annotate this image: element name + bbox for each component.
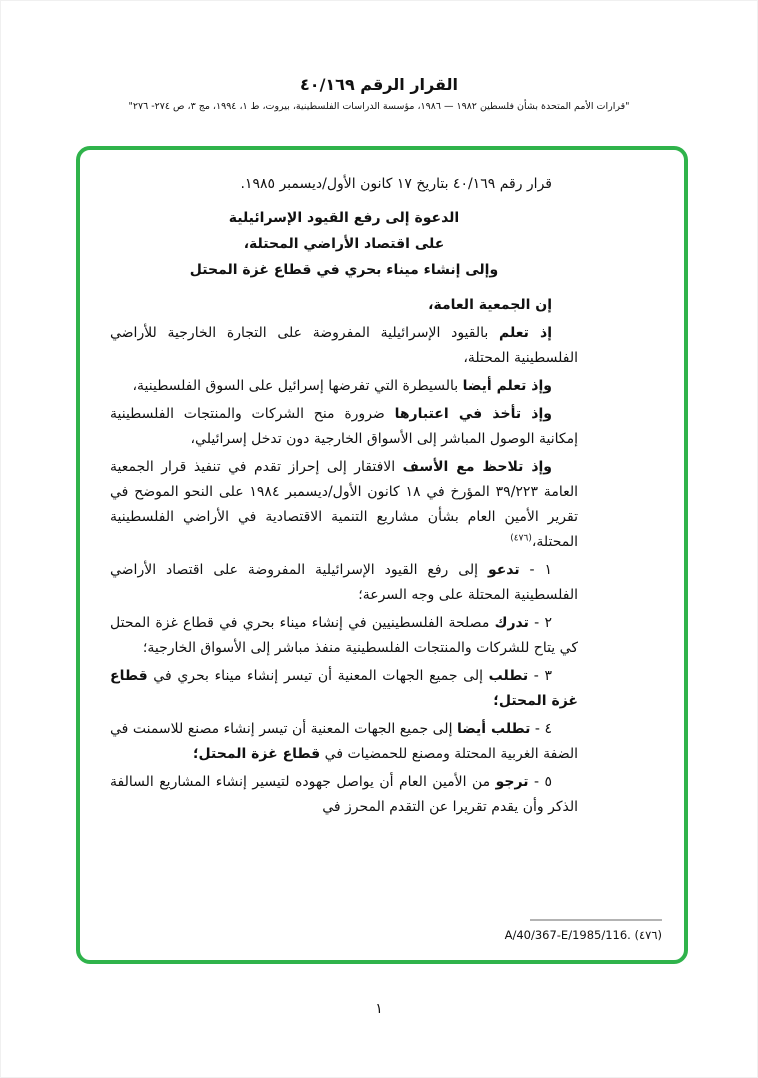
footnote <box>505 919 662 942</box>
text-segment: تطلب أيضا <box>456 721 531 737</box>
text-segment: الدعوة إلى رفع القيود الإسرائيلية <box>228 210 460 226</box>
text-segment: ١ - <box>519 562 553 578</box>
text-segment: إذ تعلم <box>499 325 552 341</box>
footnote-divider <box>530 919 662 921</box>
text-segment: ٤ - <box>530 721 553 737</box>
text-segment: قرار رقم ٤٠/١٦٩ بتاريخ ١٧ كانون الأول/ديسمبر ١٩٨٥. <box>240 176 552 192</box>
text-segment: تدرك <box>494 615 529 631</box>
source-citation: "قرارات الأمم المتحدة بشأن فلسطين ١٩٨٢ — ١٩٨٦، مؤسسة الدراسات الفلسطينية، بيروت، ط ١، ١٩٩٤، مج ٣، ص ٢٧٤- ٢٧٦" <box>128 101 630 112</box>
paragraph <box>110 258 578 283</box>
page-header <box>1 75 757 112</box>
paragraph <box>110 611 578 661</box>
text-segment: ترجو <box>495 774 529 790</box>
paragraph <box>110 232 578 257</box>
text-segment: بالسيطرة التي تفرضها إسرائيل على السوق الفلسطينية، <box>132 378 463 394</box>
text-segment: مصلحة الفلسطينيين في إنشاء ميناء بحري في قطاع غزة المحتل كي يتاح للشركات والمنتجات الفلسطينية منفذ مباشر إلى الأسواق الخارجية؛ <box>110 615 578 656</box>
paragraph <box>110 402 578 452</box>
paragraph <box>110 172 578 197</box>
text-segment: وإذ تأخذ في اعتبارها <box>394 406 552 422</box>
text-segment: إلى جميع الجهات المعنية أن تيسر إنشاء مصنع للاسمنت في الضفة الغربية المحتلة ومصنع للحمضيات في <box>110 721 578 762</box>
text-segment: إلى جميع الجهات المعنية أن تيسر إنشاء ميناء بحري في <box>147 668 489 684</box>
paragraph <box>110 717 578 767</box>
text-segment: تطلب <box>488 668 529 684</box>
footnote-marker: (٤٧٦) <box>510 533 532 544</box>
page-number: ١ <box>375 1001 383 1017</box>
document-body <box>110 172 578 820</box>
text-segment: إن الجمعية العامة، <box>428 297 552 313</box>
paragraph <box>110 293 578 318</box>
paragraph <box>110 558 578 608</box>
text-segment: إلى رفع القيود الإسرائيلية المفروضة على اقتصاد الأراضي الفلسطينية المحتلة على وجه السرعة؛ <box>110 562 578 603</box>
paragraph <box>110 206 578 231</box>
text-segment: وإذ تلاحظ مع الأسف <box>402 459 553 475</box>
paragraph <box>110 664 578 714</box>
paragraph <box>110 321 578 371</box>
text-segment: ٣ - <box>528 668 553 684</box>
text-segment: من الأمين العام أن يواصل جهوده لتيسير إنشاء المشاريع السالفة الذكر وأن يقدم تقريرا عن التقدم المحرز في <box>110 774 578 815</box>
text-segment: ضرورة منح الشركات والمنتجات الفلسطينية إمكانية الوصول المباشر إلى الأسواق الخارجية دون تدخل إسرائيلي، <box>110 406 578 447</box>
footnote-reference: A/40/367-E/1985/116. (٤٧٦) <box>504 928 662 942</box>
text-segment: ٥ - <box>528 774 553 790</box>
paragraph <box>110 770 578 820</box>
text-segment: الافتقار إلى إحراز تقدم في تنفيذ قرار الجمعية العامة ٣٩/٢٢٣ المؤرخ في ١٨ كانون الأول/ديسمبر ١٩٨٤ على النحو الموضح في تقرير الأمين العام بشأن مشاريع التنمية الاقتصادية في الأراضي الفلسطينية المحتلة، <box>110 459 578 550</box>
paragraph <box>110 374 578 399</box>
text-segment: تدعو <box>487 562 520 578</box>
resolution-frame <box>76 146 688 964</box>
document-title: القرار الرقم ٤٠/١٦٩ <box>300 75 458 94</box>
text-segment: على اقتصاد الأراضي المحتلة، <box>243 236 445 252</box>
text-segment: ٢ - <box>528 615 552 631</box>
text-segment: وإذ تعلم أيضا <box>462 378 552 394</box>
paragraph <box>110 455 578 555</box>
text-segment: قطاع غزة المحتل؛ <box>192 746 321 762</box>
text-segment: قطاع غزة المحتل؛ <box>110 668 578 709</box>
text-segment: بالقيود الإسرائيلية المفروضة على التجارة الخارجية للأراضي الفلسطينية المحتلة، <box>110 325 578 366</box>
text-segment: وإلى إنشاء ميناء بحري في قطاع غزة المحتل <box>189 262 499 278</box>
